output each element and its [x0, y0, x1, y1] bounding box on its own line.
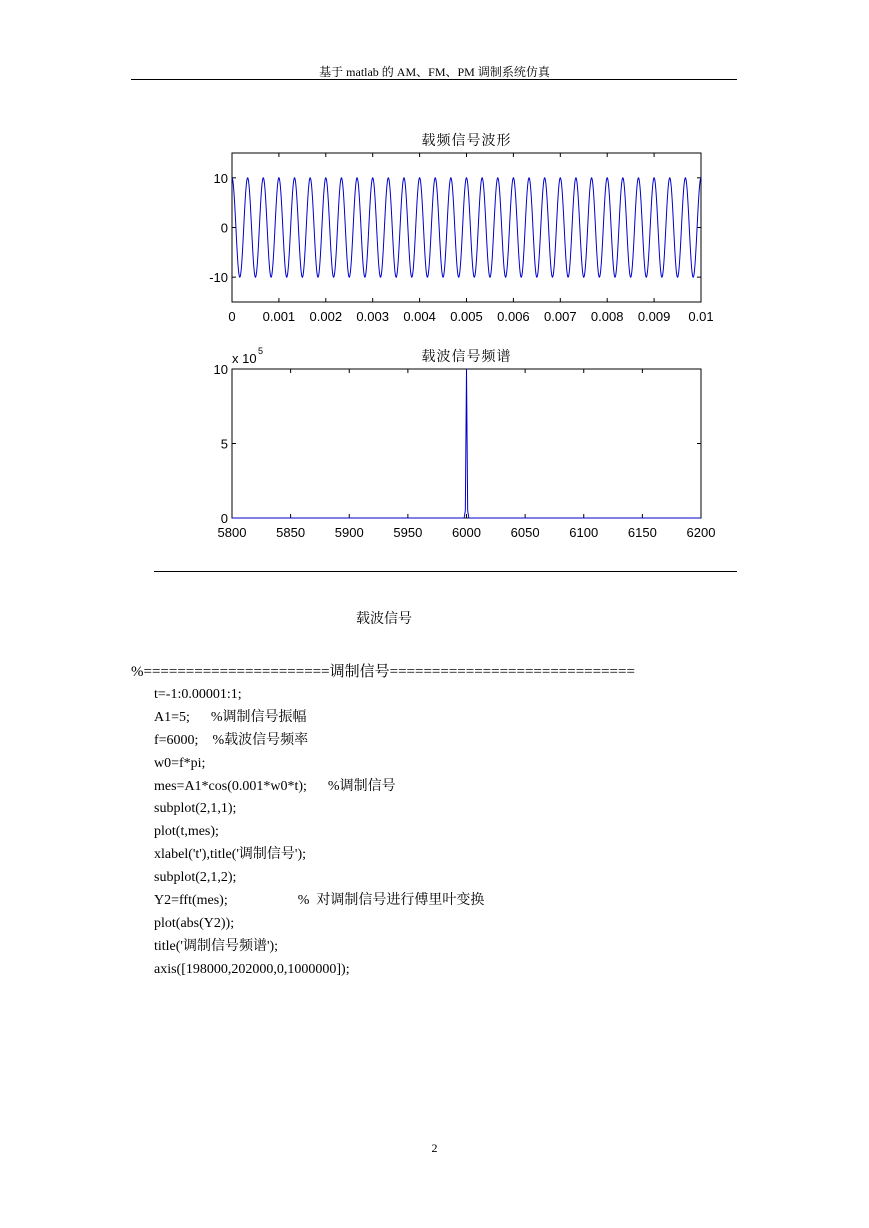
x-tick-label: 5950: [393, 525, 423, 540]
y-tick-label: 5: [220, 436, 228, 452]
y-tick-label: 10: [213, 362, 228, 377]
figure-caption: 载波信号: [356, 612, 412, 627]
code-line: subplot(2,1,2);: [154, 870, 237, 886]
x-tick-label: 6000: [452, 525, 481, 540]
x-tick-label: 5900: [334, 525, 364, 540]
x-tick-label: 0.001: [262, 309, 296, 324]
x-tick-label: 0.01: [688, 309, 714, 324]
y-tick-label: -10: [209, 270, 228, 286]
x-tick-label: 5850: [276, 525, 306, 540]
code-line: xlabel('t'),title('调制信号');: [154, 847, 306, 863]
x-tick-label: 0.005: [450, 309, 483, 324]
code-line: w0=f*pi;: [154, 755, 206, 771]
y-exponent: 5: [258, 346, 264, 356]
plot-frame: [232, 153, 701, 302]
code-line: mes=A1*cos(0.001*w0*t); %调制信号: [154, 778, 396, 794]
code-line: t=-1:0.00001:1;: [154, 687, 242, 702]
x-tick-label: 0.008: [590, 309, 624, 324]
y-exponent-label: x 10: [232, 351, 257, 366]
figure: [0, 0, 869, 570]
x-tick-label: 0.009: [637, 309, 671, 324]
x-tick-label: 0: [228, 309, 236, 324]
code-block: [154, 684, 484, 982]
x-tick-label: 0.003: [356, 309, 389, 324]
code-line: Y2=fft(mes); % 对调制信号进行傅里叶变换: [154, 893, 485, 909]
chart-carrier-spectrum: [214, 346, 716, 540]
figure-rule: [154, 571, 737, 572]
page-number: 2: [431, 1141, 438, 1155]
y-tick-label: 10: [213, 170, 228, 186]
code-line: subplot(2,1,1);: [154, 801, 237, 817]
code-line: A1=5; %调制信号振幅: [154, 709, 307, 725]
code-line: axis([198000,202000,0,1000000]);: [154, 961, 350, 977]
code-line: title('调制信号频谱');: [154, 938, 279, 954]
x-tick-label: 0.007: [544, 309, 577, 324]
x-tick-label: 6200: [686, 525, 716, 540]
code-line: f=6000; %载波信号频率: [154, 732, 309, 748]
x-tick-label: 0.004: [403, 309, 436, 324]
chart-title: 载波信号频谱: [421, 348, 512, 364]
chart-carrier-waveform: [209, 132, 713, 324]
x-tick-label: 6050: [510, 525, 540, 540]
section-heading: %======================调制信号=============================: [131, 664, 635, 680]
x-tick-label: 6100: [569, 525, 599, 540]
chart-title: 载频信号波形: [421, 132, 512, 148]
code-line: plot(t,mes);: [154, 824, 219, 840]
x-tick-label: 6150: [627, 525, 657, 540]
y-tick-label: 0: [220, 511, 228, 526]
y-tick-label: 0: [220, 220, 228, 236]
x-tick-label: 0.002: [309, 309, 343, 324]
page-header: 基于 matlab 的 AM、FM、PM 调制系统仿真: [319, 65, 550, 79]
x-tick-label: 0.006: [497, 309, 530, 324]
x-tick-label: 5800: [217, 525, 247, 540]
code-line: plot(abs(Y2));: [154, 915, 235, 931]
